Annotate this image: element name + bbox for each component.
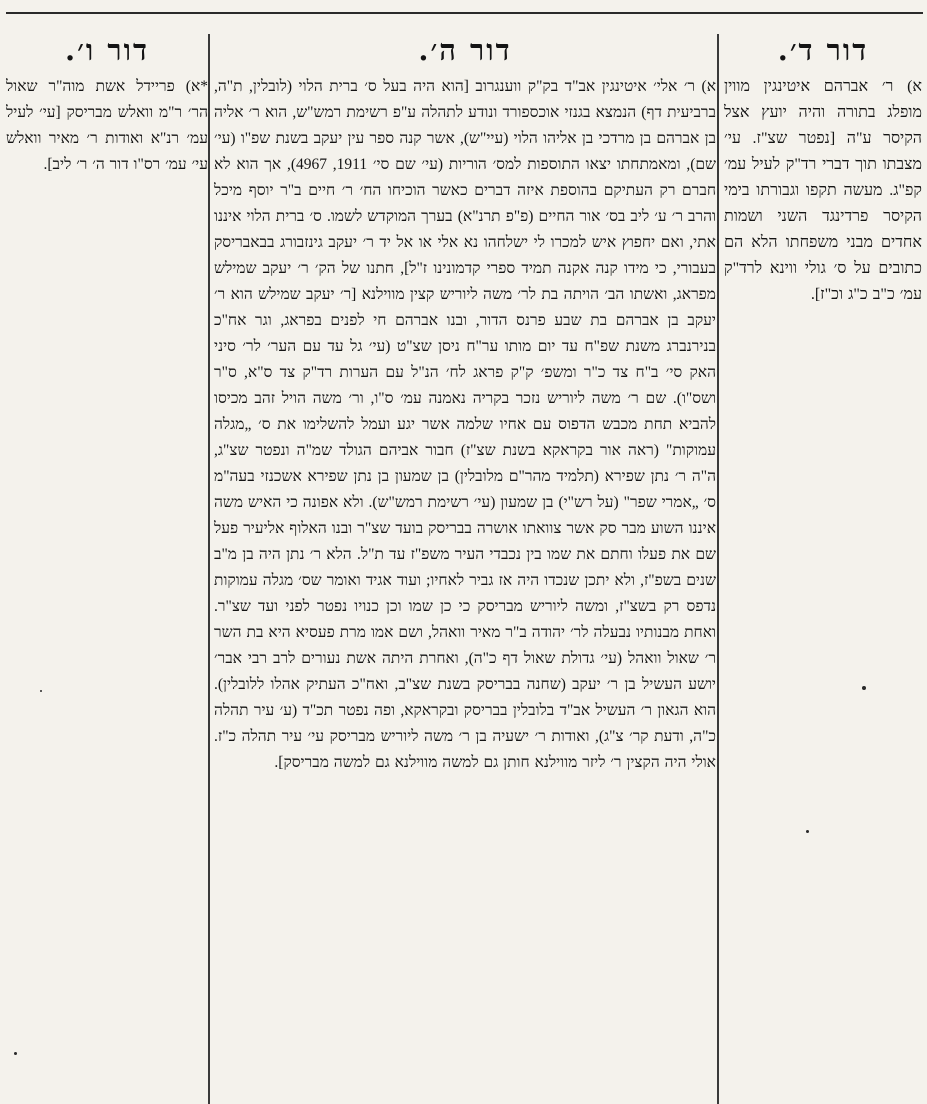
column-text: א) ר׳ אברהם איטינגין מווין מופלג בתורה והיה יועץ אצל הקיסר ע"ה [נפטר שצ"ז. עי׳ מצבתו תוך דברי רד"ק לעיל עמ׳ קפ"ג. מעשה תקפו וגבורתו בימי הקיסר פרדינגד השני ושמות אחדים מבני משפחתו הלא הם כתובים על ס׳ גולי ווינא לרד"ק עמ׳ כ"ב כ"ג וכ"ז]. [724, 78, 922, 303]
column-text: א) ר׳ אלי׳ איטינגין אב"ד בק"ק ווענגרוב [הוא היה בעל ס׳ ברית הלוי (לובלין, ת"ה, ברביעית דף) הנמצא בגנזי אוכספורד ונודע לתהלה ע"פ רשימת רמש"ש, הוא ר׳ אליה בן אברהם בן מרדכי בן אליהו הלוי (עיי"ש), אשר קנה ספר עין יעקב בשנת שפ"ו (עי׳ שם), ומאמתחתו יצאו התוספות למס׳ הוריות (עי׳ שם סי׳ 1911, 4967), אך הוא לא חברם רק העתיקם בהוספת איזה דברים כאשר הוכיחו הח׳ ר׳ חיים ב"ר יוסף מיכל והרב ר׳ ע׳ ליב בס׳ אור החיים (פ"פ תרנ"א) בערך המוקדש לשמו. ס׳ ברית הלוי איננו אתי, ואם יחפוץ איש למכרו לי ישלחהו נא אלי או אל יד ר׳ יעקב גינזבורג בבאבריסק בעבורי, כי מידו קנה אקנה תמיד ספרי קדמונינו ז"ל], חתנו של הק׳ ר׳ יעקב שמילש מפראג, ואשתו הב׳ הויתה בת לר׳ משה ליוריש קצין מווילנא [ר׳ יעקב שמילש הוא ר׳ יעקב בן אברהם בת שבע פרנס הדור, ובנו אברהם חי לפנים בפראג, וגר אח"כ בנירנברג משנת שפ"ח עד יום מותו ער"ח ניסן שצ"ט (עי׳ גל עד עם הער׳ לר׳ סיני האק סי׳ ב"ח צד כ"ר ומשפ׳ ק"ק פראג לח׳ הנ"ל עם הערות רד"ק צד ס"א, ס"ר ושס"ו). שם ר׳ משה ליוריש נזכר בקריה נאמנה עמ׳ ס"ו, ור׳ משה הויל זהב מכיסו להביא תחת מכבש הדפוס עם אחיו שלמה אשר יגע ועמל להשלימו את ס׳ „מגלה עמוקות" (ראה אור בקראקא בשנת שצ"ז) חבור אביהם הגולד שמ"ה ונפטר שצ"ג, ה"ה ר׳ נתן שפירא (תלמיד מהר"ם מלובלין) בן שמעון בן נתן שפירא אשכנזי בעה"מ ס׳ „אמרי שפר" (על רש"י) בן שמעון (עי׳ רשימת רמש"ש). ולא אפונה כי האיש משה איננו השוע מבר סק אשר צוואתו אושרה בבריסק בועד שצ"ר ובנו האלוף אליעיר פעל שם את פעלו וחתם את שמו בין נכבדי העיר משפ"ז עד ת"ל. הלא ר׳ נתן היה בן מ"ב שנים בשפ"ז, ולא יתכן שנכדו היה אז גביר לאחיו; ועוד אגיד ואומר שס׳ מגלה עמוקות נדפס רק בשצ"ז, ומשה ליוריש מבריסק כי כן שמו וכן כנויו נפטר לפני ועד שצ"ר. ואחת מבנותיו נבעלה לר׳ יהודה ב"ר מאיר וואהל, ושם אמו מרת פעסיא היא בת השר ר׳ שאול וואהל (עי׳ גדולת שאול דף כ"ה), ואחרת היתה אשת נעורים לרב רבי אבר׳ יושע העשיל בן ר׳ יעקב (שחנה בבריסק בשנת שצ"ב, ואח"כ העתיק אהלו ללובלין). הוא הגאון ר׳ העשיל אב"ד בלובלין בבריסק ובקראקא, ופה נפטר תכ"ד (ע׳ עיר תהלה כ"ה, ודעת קר׳ צ"ג), ואודות ר׳ ישעיה בן ר׳ משה ליוריש מבריסק עי׳ עיר תהלה כ"ז. אולי היה הקצין ר׳ ליזר מווילנא חותן גם למשה מווילנא גם למשה מבריסק]. [214, 78, 716, 771]
column-text: *א) פריידל אשת מוה"ר שאול הר׳ ר"מ וואלש מבריסק [עי׳ לעיל עמ׳ רנ"א ואודות ר׳ מאיר וואלש עי׳ עמ׳ רס"ו דור ה׳ ר׳ ליב]. [6, 78, 208, 173]
scan-speck [862, 686, 866, 690]
column-generation-4 [724, 30, 922, 308]
scan-speck [40, 690, 42, 692]
top-rule [6, 12, 923, 14]
scan-speck [14, 1052, 17, 1055]
column-generation-5 [214, 30, 716, 776]
column-heading: דור ד׳. [777, 33, 869, 67]
column-divider-right [717, 34, 719, 1104]
column-divider-left [208, 34, 210, 1104]
column-heading: דור ה׳. [418, 33, 512, 67]
column-generation-6 [6, 30, 208, 178]
scan-speck [806, 830, 809, 833]
column-heading: דור ו׳. [65, 33, 149, 67]
